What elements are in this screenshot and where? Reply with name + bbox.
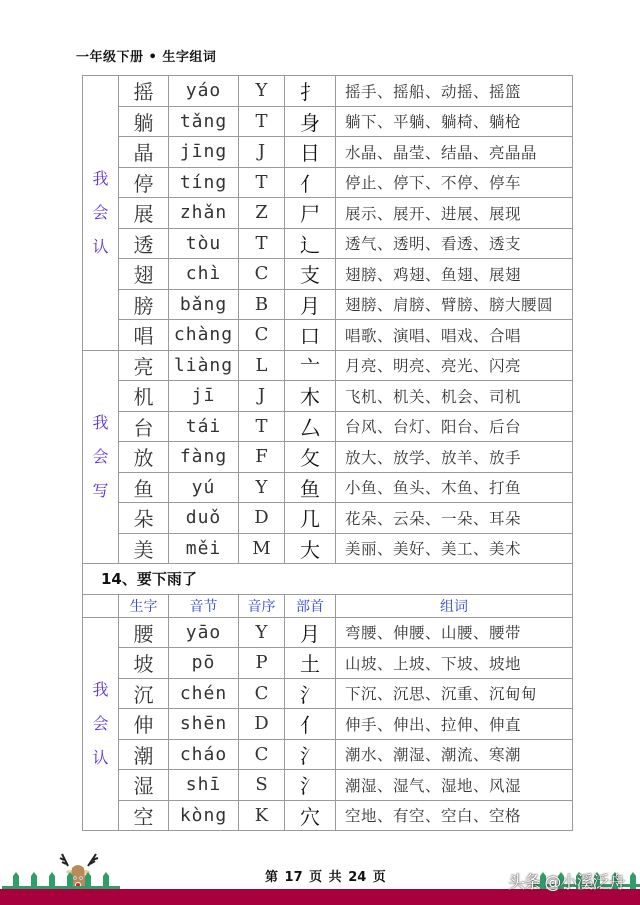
sound-order-cell: D <box>239 709 285 740</box>
column-header-row <box>83 594 573 617</box>
word-group-cell: 下沉、沉思、沉重、沉甸甸 <box>336 678 573 709</box>
character-cell: 潮 <box>119 739 169 770</box>
sound-order-cell: T <box>239 228 285 259</box>
sound-order-cell: Y <box>239 472 285 503</box>
character-cell: 沉 <box>119 678 169 709</box>
sound-order-cell: D <box>239 503 285 534</box>
word-group-cell: 山坡、上坡、下坡、坡地 <box>336 648 573 679</box>
table-row <box>83 739 573 770</box>
section-label-char: 我 <box>92 168 109 188</box>
column-header-pinyin: 音节 <box>169 594 239 617</box>
pinyin-cell: fàng <box>169 442 239 473</box>
radical-cell: 亻 <box>285 167 336 198</box>
word-group-cell: 弯腰、伸腰、山腰、腰带 <box>336 617 573 648</box>
character-cell: 朵 <box>119 503 169 534</box>
sound-order-cell: Y <box>239 76 285 107</box>
table-row <box>83 533 573 564</box>
section-label-char: 会 <box>92 446 109 466</box>
sound-order-cell: C <box>239 259 285 290</box>
section-label <box>83 617 119 831</box>
word-group-cell: 潮水、潮湿、潮流、寒潮 <box>336 739 573 770</box>
sound-order-cell: L <box>239 350 285 381</box>
word-group-cell: 唱歌、演唱、唱戏、合唱 <box>336 320 573 351</box>
pinyin-cell: tòu <box>169 228 239 259</box>
sound-order-cell: T <box>239 106 285 137</box>
page-number: 第 17 页 共 24 页 <box>265 870 386 885</box>
sound-order-cell: B <box>239 289 285 320</box>
pinyin-cell: liàng <box>169 350 239 381</box>
table-row <box>83 106 573 137</box>
pinyin-cell: yáo <box>169 76 239 107</box>
page-header-title: 一年级下册 • 生字组词 <box>76 50 217 65</box>
character-cell: 坡 <box>119 648 169 679</box>
sound-order-cell: Z <box>239 198 285 229</box>
character-cell: 腰 <box>119 617 169 648</box>
section-label-char: 认 <box>92 236 109 256</box>
section-label <box>83 350 119 564</box>
table-row <box>83 228 573 259</box>
word-group-cell: 放大、放学、放羊、放手 <box>336 442 573 473</box>
radical-cell: 扌 <box>285 76 336 107</box>
character-cell: 躺 <box>119 106 169 137</box>
table-row <box>83 442 573 473</box>
sound-order-cell: T <box>239 167 285 198</box>
word-group-cell: 水晶、晶莹、结晶、亮晶晶 <box>336 137 573 168</box>
pinyin-cell: tíng <box>169 167 239 198</box>
pinyin-cell: yú <box>169 472 239 503</box>
pinyin-cell: shēn <box>169 709 239 740</box>
radical-cell: 厶 <box>285 411 336 442</box>
character-cell: 亮 <box>119 350 169 381</box>
table-row <box>83 472 573 503</box>
pinyin-cell: tǎng <box>169 106 239 137</box>
word-group-cell: 美丽、美好、美工、美术 <box>336 533 573 564</box>
sound-order-cell: P <box>239 648 285 679</box>
radical-cell: 口 <box>285 320 336 351</box>
word-group-cell: 摇手、摇船、动摇、摇篮 <box>336 76 573 107</box>
word-group-cell: 展示、展开、进展、展现 <box>336 198 573 229</box>
sound-order-cell: C <box>239 678 285 709</box>
table-row <box>83 289 573 320</box>
radical-cell: 氵 <box>285 678 336 709</box>
section-label-char: 认 <box>92 747 109 767</box>
word-group-cell: 翅膀、鸡翅、鱼翅、展翅 <box>336 259 573 290</box>
character-cell: 唱 <box>119 320 169 351</box>
section-label-char: 会 <box>92 202 109 222</box>
header-blank <box>83 594 119 617</box>
sound-order-cell: T <box>239 411 285 442</box>
column-header-order: 音序 <box>239 594 285 617</box>
table-row <box>83 137 573 168</box>
watermark: 头条 @小溪泛舟 <box>508 873 625 893</box>
radical-cell: 氵 <box>285 739 336 770</box>
column-header-char: 生字 <box>119 594 169 617</box>
pinyin-cell: pō <box>169 648 239 679</box>
sound-order-cell: J <box>239 137 285 168</box>
character-cell: 台 <box>119 411 169 442</box>
character-cell: 机 <box>119 381 169 412</box>
radical-cell: 氵 <box>285 770 336 801</box>
table-row <box>83 198 573 229</box>
word-group-cell: 翅膀、肩膀、臂膀、膀大腰圆 <box>336 289 573 320</box>
sound-order-cell: M <box>239 533 285 564</box>
character-cell: 膀 <box>119 289 169 320</box>
table-row <box>83 709 573 740</box>
column-header-radical: 部首 <box>285 594 336 617</box>
sound-order-cell: F <box>239 442 285 473</box>
lesson-title: 14、要下雨了 <box>83 564 573 595</box>
vocab-table <box>82 75 573 831</box>
character-cell: 湿 <box>119 770 169 801</box>
character-cell: 摇 <box>119 76 169 107</box>
sound-order-cell: C <box>239 320 285 351</box>
character-cell: 伸 <box>119 709 169 740</box>
pinyin-cell: cháo <box>169 739 239 770</box>
sound-order-cell: S <box>239 770 285 801</box>
table-row <box>83 381 573 412</box>
radical-cell: 亻 <box>285 709 336 740</box>
word-group-cell: 小鱼、鱼头、木鱼、打鱼 <box>336 472 573 503</box>
pinyin-cell: jī <box>169 381 239 412</box>
radical-cell: 木 <box>285 381 336 412</box>
table-row <box>83 320 573 351</box>
character-cell: 放 <box>119 442 169 473</box>
word-group-cell: 月亮、明亮、亮光、闪亮 <box>336 350 573 381</box>
pinyin-cell: chì <box>169 259 239 290</box>
section-label <box>83 76 119 351</box>
column-header-words: 组词 <box>336 594 573 617</box>
pinyin-cell: yāo <box>169 617 239 648</box>
section-label-char: 我 <box>92 679 109 699</box>
pinyin-cell: zhǎn <box>169 198 239 229</box>
table-row <box>83 350 573 381</box>
character-cell: 美 <box>119 533 169 564</box>
radical-cell: 攵 <box>285 442 336 473</box>
character-cell: 翅 <box>119 259 169 290</box>
pinyin-cell: kòng <box>169 800 239 831</box>
radical-cell: 穴 <box>285 800 336 831</box>
radical-cell: 身 <box>285 106 336 137</box>
character-cell: 空 <box>119 800 169 831</box>
table-row <box>83 617 573 648</box>
radical-cell: 辶 <box>285 228 336 259</box>
radical-cell: 土 <box>285 648 336 679</box>
table-row <box>83 259 573 290</box>
radical-cell: 月 <box>285 289 336 320</box>
pinyin-cell: měi <box>169 533 239 564</box>
section-label-char: 会 <box>92 713 109 733</box>
radical-cell: 支 <box>285 259 336 290</box>
table-row <box>83 648 573 679</box>
radical-cell: 亠 <box>285 350 336 381</box>
character-cell: 透 <box>119 228 169 259</box>
sound-order-cell: C <box>239 739 285 770</box>
word-group-cell: 空地、有空、空白、空格 <box>336 800 573 831</box>
radical-cell: 月 <box>285 617 336 648</box>
pinyin-cell: chàng <box>169 320 239 351</box>
table-row <box>83 800 573 831</box>
character-cell: 晶 <box>119 137 169 168</box>
word-group-cell: 停止、停下、不停、停车 <box>336 167 573 198</box>
pinyin-cell: chén <box>169 678 239 709</box>
sound-order-cell: K <box>239 800 285 831</box>
radical-cell: 鱼 <box>285 472 336 503</box>
sound-order-cell: J <box>239 381 285 412</box>
word-group-cell: 花朵、云朵、一朵、耳朵 <box>336 503 573 534</box>
section-label-char: 我 <box>92 412 109 432</box>
pinyin-cell: duǒ <box>169 503 239 534</box>
table-row <box>83 167 573 198</box>
word-group-cell: 台风、台灯、阳台、后台 <box>336 411 573 442</box>
table-row <box>83 503 573 534</box>
word-group-cell: 飞机、机关、机会、司机 <box>336 381 573 412</box>
word-group-cell: 躺下、平躺、躺椅、躺枪 <box>336 106 573 137</box>
pinyin-cell: tái <box>169 411 239 442</box>
word-group-cell: 透气、透明、看透、透支 <box>336 228 573 259</box>
table-row <box>83 770 573 801</box>
section-label-char: 写 <box>92 480 109 500</box>
pinyin-cell: shī <box>169 770 239 801</box>
pinyin-cell: jīng <box>169 137 239 168</box>
pinyin-cell: bǎng <box>169 289 239 320</box>
table-row <box>83 411 573 442</box>
radical-cell: 尸 <box>285 198 336 229</box>
table-row <box>83 76 573 107</box>
radical-cell: 几 <box>285 503 336 534</box>
sound-order-cell: Y <box>239 617 285 648</box>
lesson-title-row <box>83 564 573 595</box>
word-group-cell: 潮湿、湿气、湿地、风湿 <box>336 770 573 801</box>
character-cell: 鱼 <box>119 472 169 503</box>
character-cell: 停 <box>119 167 169 198</box>
radical-cell: 大 <box>285 533 336 564</box>
character-cell: 展 <box>119 198 169 229</box>
radical-cell: 日 <box>285 137 336 168</box>
table-row <box>83 678 573 709</box>
word-group-cell: 伸手、伸出、拉伸、伸直 <box>336 709 573 740</box>
